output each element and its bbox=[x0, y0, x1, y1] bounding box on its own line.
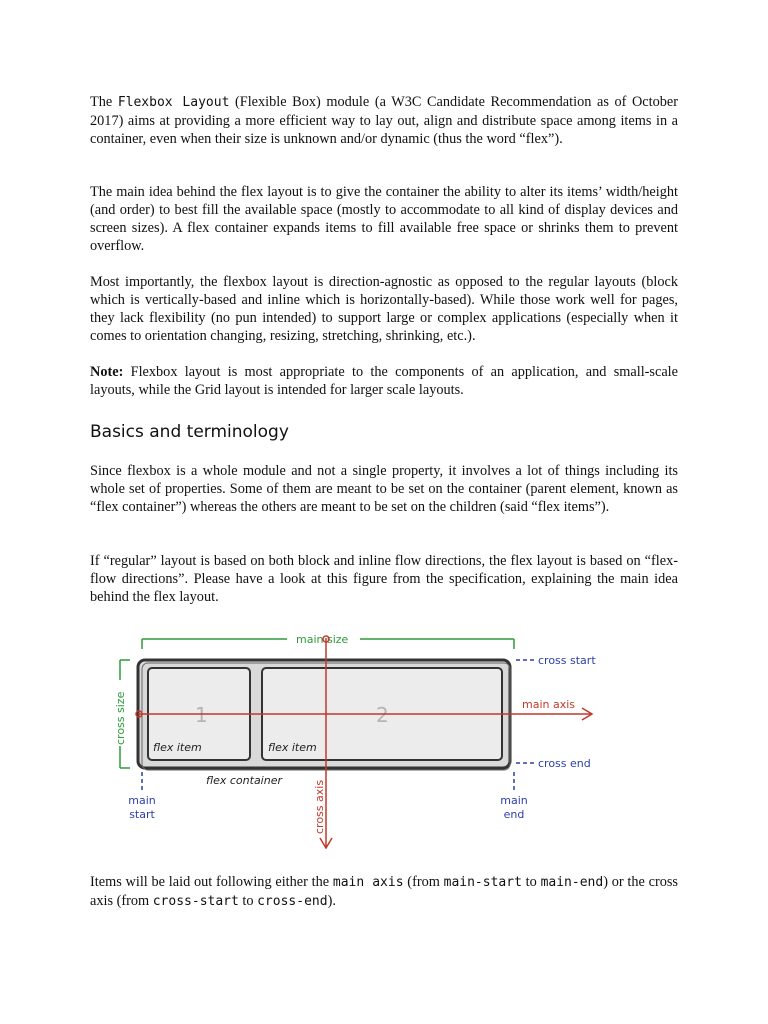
code-main-axis: main axis bbox=[332, 875, 404, 890]
paragraph-direction-agnostic: Most importantly, the flexbox layout is direction-agnostic as opposed to the regular layouts (block which is vertically-based and inline which is horizontally-based). While those work well for pages, they lack flexibility (no pun intended) to support large or complex applications (especially when it comes to orientation changing, resizing, stretching, shrinking, etc.). bbox=[90, 274, 678, 344]
code-main-start: main-start bbox=[443, 875, 522, 890]
flex-item-2-number: 2 bbox=[376, 703, 389, 727]
text-span: to bbox=[521, 874, 541, 890]
text-span: ). bbox=[327, 893, 336, 909]
cross-start-label: cross start bbox=[538, 654, 596, 667]
note-text: Flexbox layout is most appropriate to the components of an application, and small-scale layouts, while the Grid layout is intended for larger scale layouts. bbox=[90, 364, 678, 398]
text-span: (Flexible Box) module (a W3C Candidate Recommendation as of October 2017) aims at providing a more efficient way to lay out, align and distribute space among items in a container, even when their size is unknown and/or dynamic (thus the word “flex”). bbox=[90, 94, 678, 147]
cross-axis-label: cross axis bbox=[313, 779, 326, 834]
text-span: Items will be laid out following either the bbox=[90, 874, 333, 890]
cross-end-label: cross end bbox=[538, 757, 591, 770]
paragraph-intro bbox=[90, 93, 678, 148]
paragraph-main-idea: The main idea behind the flex layout is to give the container the ability to alter its items’ width/height (and order) to best fill the available space (mostly to accommodate to all kind of display devices and screen sizes). A flex container expands items to fill available free space or shrinks them to prevent overflow. bbox=[90, 184, 678, 254]
main-start-label-line1: main bbox=[128, 794, 156, 807]
section-heading: Basics and terminology bbox=[90, 422, 289, 442]
text-span: The bbox=[90, 94, 118, 110]
main-end-label-line2: end bbox=[503, 808, 525, 821]
text-span: to bbox=[238, 893, 258, 909]
note-label: Note: bbox=[90, 364, 124, 380]
paragraph-axes bbox=[90, 873, 678, 911]
text-span: ) or the cross axis (from bbox=[90, 874, 678, 909]
code-cross-end: cross-end bbox=[257, 894, 328, 909]
flex-item-2-label: flex item bbox=[268, 741, 317, 754]
main-axis-label: main axis bbox=[522, 698, 576, 711]
code-cross-start: cross-start bbox=[152, 894, 239, 909]
paragraph-flow-directions: If “regular” layout is based on both block and inline flow directions, the flex layout is based on “flex-flow directions”. Please have a look at this figure from the specification, explaining the main idea behind the flex layout. bbox=[90, 553, 678, 605]
text-span: (from bbox=[403, 874, 444, 890]
main-size-label: main size bbox=[296, 633, 349, 646]
paragraph-note bbox=[90, 363, 678, 399]
main-end-label-line1: main bbox=[500, 794, 528, 807]
flex-container-label: flex container bbox=[206, 774, 283, 787]
cross-size-label: cross size bbox=[114, 691, 127, 745]
flex-layout-figure bbox=[92, 622, 632, 854]
paragraph-module: Since flexbox is a whole module and not a single property, it involves a lot of things including its whole set of properties. Some of them are meant to be set on the container (parent element, known as “flex container”) whereas the others are meant to be set on the children (said “flex items”). bbox=[90, 463, 678, 515]
flex-item-1-label: flex item bbox=[153, 741, 202, 754]
flex-diagram bbox=[92, 622, 632, 854]
code-flexbox-layout: Flexbox Layout bbox=[117, 95, 230, 110]
flex-item-1-number: 1 bbox=[195, 703, 208, 727]
main-start-label-line2: start bbox=[129, 808, 155, 821]
code-main-end: main-end bbox=[540, 875, 604, 890]
